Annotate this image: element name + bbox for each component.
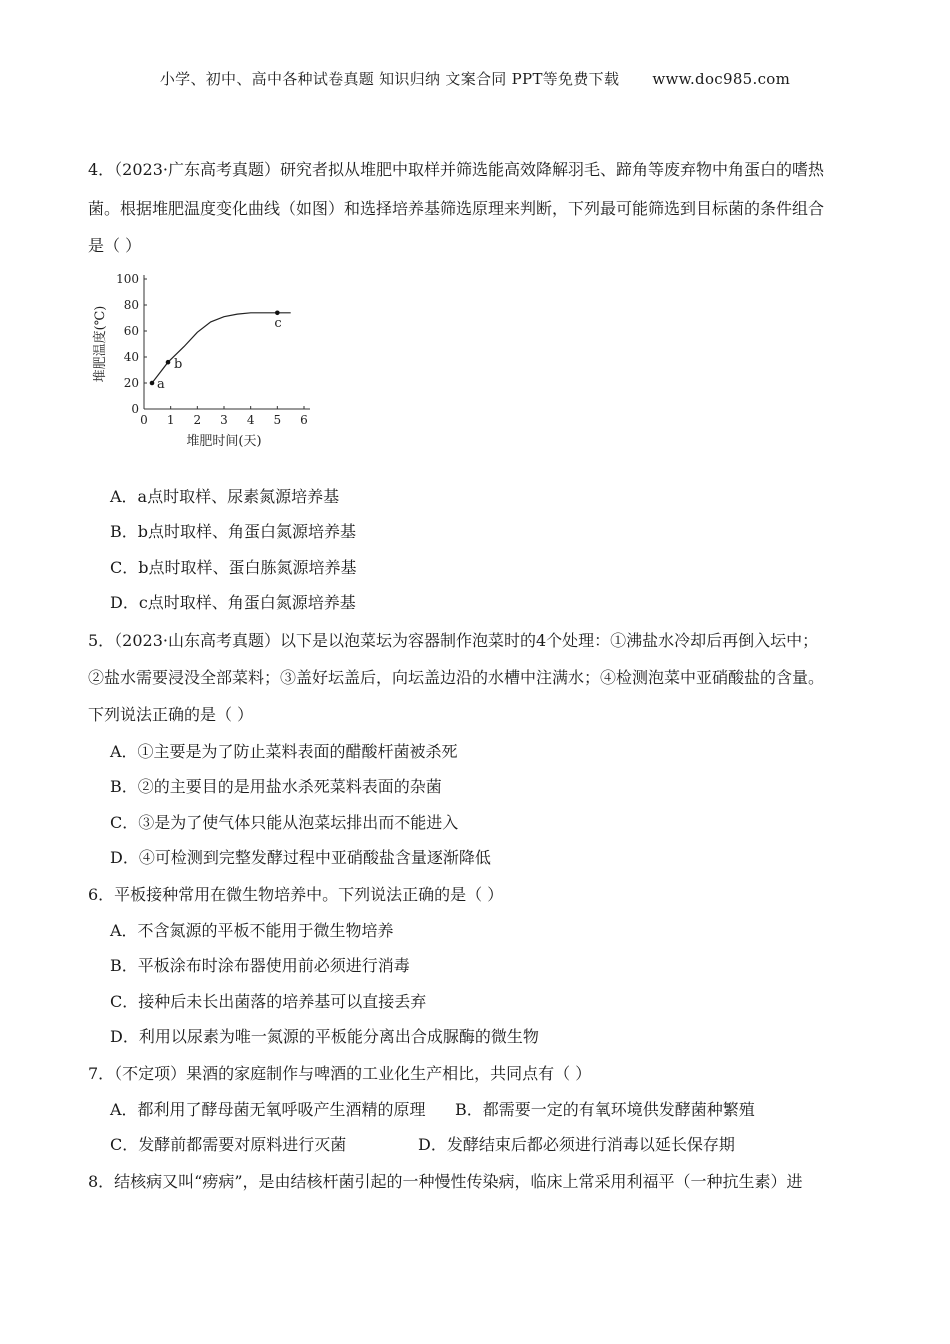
x-tick-label: 0	[140, 413, 148, 427]
x-tick-label: 1	[166, 413, 175, 427]
point-b	[166, 360, 171, 365]
y-tick-label: 40	[123, 350, 139, 364]
q7-option-c: C．发酵前都需要对原料进行灭菌	[110, 1135, 347, 1154]
q5-option-d: D．④可检测到完整发酵过程中亚硝酸盐含量逐渐降低	[110, 848, 491, 867]
q8-line1: 8．结核病又叫“痨病”，是由结核杆菌引起的一种慢性传染病，临床上常采用利福平（一种抗生素）进	[88, 1172, 803, 1191]
q7-option-a: A．都利用了酵母菌无氧呼吸产生酒精的原理	[110, 1100, 426, 1119]
q5-line2: ②盐水需要浸没全部菜料；③盖好坛盖后，向坛盖边沿的水槽中注满水；④检测泡菜中亚硝酸盐的含量。	[88, 668, 825, 687]
q5-option-c: C．③是为了使气体只能从泡菜坛排出而不能进入	[110, 813, 459, 832]
x-tick-label: 3	[220, 413, 228, 427]
q4-option-a: A．a点时取样、尿素氮源培养基	[110, 487, 340, 506]
q5-option-b: B．②的主要目的是用盐水杀死菜料表面的杂菌	[110, 777, 442, 796]
q7-line1: 7．（不定项）果酒的家庭制作与啤酒的工业化生产相比，共同点有（ ）	[88, 1064, 592, 1083]
header-title: 小学、初中、高中各种试卷真题 知识归纳 文案合同 PPT等免费下载	[159, 70, 620, 88]
q4-line2: 菌。根据堆肥温度变化曲线（如图）和选择培养基筛选原理来判断，下列最可能筛选到目标菌的条件组合	[88, 199, 825, 218]
y-axis-label: 堆肥温度(℃)	[93, 305, 108, 383]
x-tick-label: 2	[193, 413, 202, 427]
x-tick-label: 5	[273, 413, 282, 427]
y-tick-label: 60	[123, 324, 139, 338]
point-label-b: b	[174, 357, 183, 373]
x-tick-label: 4	[246, 413, 255, 427]
q4-option-c: C．b点时取样、蛋白胨氮源培养基	[110, 558, 357, 577]
q4-line3: 是（ ）	[88, 236, 142, 255]
point-label-a: a	[157, 377, 165, 392]
y-tick-label: 0	[131, 402, 139, 416]
q4-option-b: B．b点时取样、角蛋白氮源培养基	[110, 522, 357, 541]
q6-line1: 6．平板接种常用在微生物培养中。下列说法正确的是（ ）	[88, 885, 504, 904]
q5-line1: 5．（2023·山东高考真题）以下是以泡菜坛为容器制作泡菜时的4个处理：①沸盐水冷却后再倒入坛中；	[88, 631, 819, 650]
q7-option-d: D．发酵结束后都必须进行消毒以延长保存期	[418, 1135, 735, 1154]
header-site: www.doc985.com	[652, 70, 791, 88]
y-tick-label: 20	[123, 376, 139, 390]
q6-option-b: B．平板涂布时涂布器使用前必须进行消毒	[110, 956, 410, 975]
q4-line1: 4．（2023·广东高考真题）研究者拟从堆肥中取样并筛选能高效降解羽毛、蹄角等废弃物中角蛋白的嗜热	[88, 160, 824, 179]
x-axis-label: 堆肥时间(天)	[186, 434, 262, 449]
q5-option-a: A．①主要是为了防止菜料表面的醋酸杆菌被杀死	[110, 742, 458, 761]
page-header	[0, 68, 950, 89]
y-tick-label: 80	[123, 298, 139, 312]
q5-line3: 下列说法正确的是（ ）	[88, 705, 254, 724]
chart-svg	[88, 268, 328, 458]
q4-option-d: D．c点时取样、角蛋白氮源培养基	[110, 593, 356, 612]
point-label-c: c	[274, 315, 282, 331]
x-tick-label: 6	[300, 413, 308, 427]
q6-option-c: C．接种后未长出菌落的培养基可以直接丢弃	[110, 992, 427, 1011]
y-tick-label: 100	[116, 272, 139, 286]
point-a	[150, 381, 155, 386]
temperature-curve	[152, 313, 291, 383]
q6-option-d: D．利用以尿素为唯一氮源的平板能分离出合成脲酶的微生物	[110, 1027, 539, 1046]
temperature-chart	[88, 268, 328, 462]
q6-option-a: A．不含氮源的平板不能用于微生物培养	[110, 921, 394, 940]
q7-option-b: B．都需要一定的有氧环境供发酵菌种繁殖	[455, 1100, 755, 1119]
point-c	[275, 311, 280, 316]
